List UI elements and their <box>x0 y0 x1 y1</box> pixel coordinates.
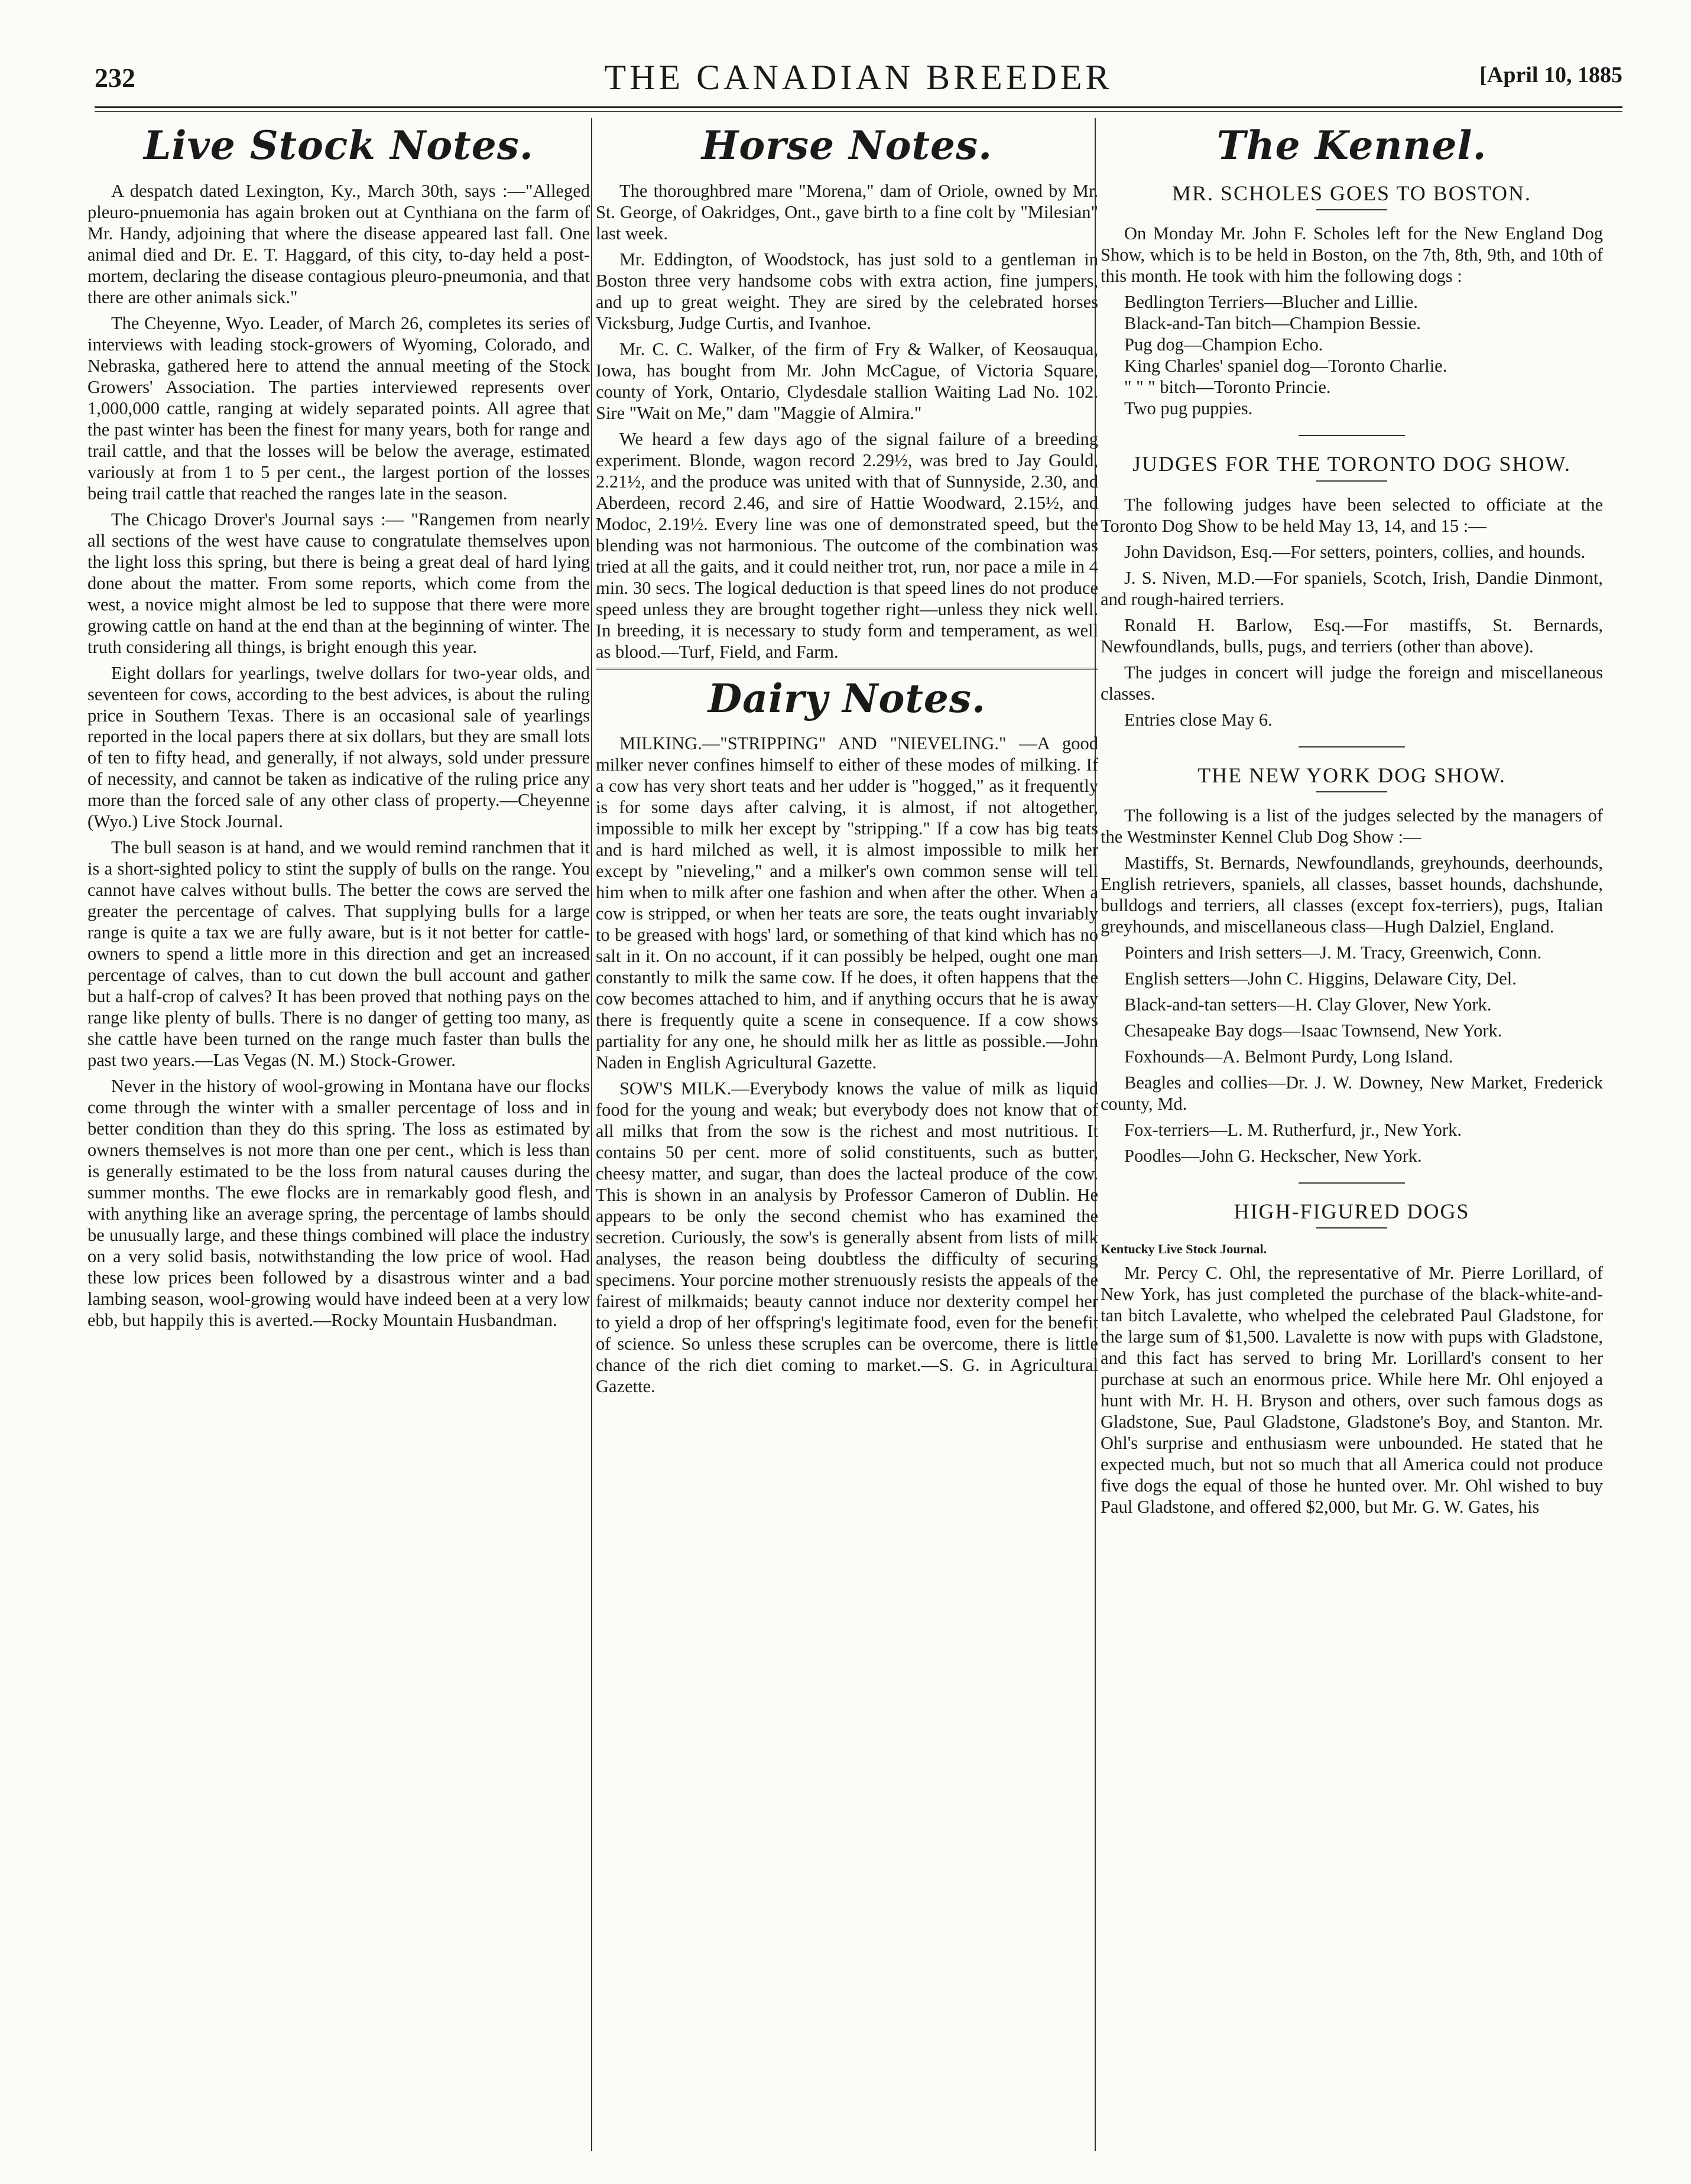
section-title-kennel: The Kennel. <box>1216 122 1487 168</box>
article-paragraph: On Monday Mr. John F. Scholes left for the New England Dog Show, which is to be held in Boston, on the 7th, 8th, 9th, and 10th of this month. He took with him the following dogs : <box>1101 223 1603 287</box>
article-paragraph: The bull season is at hand, and we would remind ranchmen that it is a short-sighted policy to stint the supply of bulls on the range. You cannot have calves without bulls. The better the cows are served the greater the percentage of calves. That supplying bulls for a large range is quite a tax we are fully aware, but is it not better for cattle-owners to spend a little more in this direction and get an increased percentage of calves, than to cut down the bull account and gather but a half-crop of calves? It has been proved that nothing pays on the range like plenty of bulls. There is no danger of getting too many, as she cattle have been turned on the range much faster than bulls the past two years.—Las Vegas (N. M.) Stock-Grower. <box>87 837 590 1071</box>
article-paragraph: The following is a list of the judges selected by the managers of the Westminster Kennel Club Dog Show :— <box>1101 805 1603 847</box>
article-title-toronto: JUDGES FOR THE TORONTO DOG SHOW. <box>1132 452 1572 476</box>
header-rule-thin <box>95 111 1622 112</box>
article-paragraph: Pointers and Irish setters—J. M. Tracy, Greenwich, Conn. <box>1124 942 1542 963</box>
article-paragraph: English setters—John C. Higgins, Delaware City, Del. <box>1124 968 1517 989</box>
article-paragraph: John Davidson, Esq.—For setters, pointers, collies, and hounds. <box>1124 541 1586 562</box>
column-horse-dairy-notes <box>596 118 1098 2151</box>
column-kennel <box>1101 118 1603 2151</box>
article-separator <box>1299 746 1405 748</box>
article-paragraph: The Chicago Drover's Journal says :— "Rangemen from nearly all sections of the west have cause to congratulate themselves upon the light loss this spring, but there is being a great deal of hard lying done about the matter. From some reports, which come from the west, a novice might almost be led to suppose that there were more growing cattle on hand at the end than at the beginning of winter. The truth considering all things, is bright enough this year. <box>87 509 590 657</box>
article-paragraph: A despatch dated Lexington, Ky., March 30th, says :—"Alleged pleuro-pnuemonia has again broken out at Cynthiana on the farm of Mr. Handy, adjoining that where the disease appeared last fall. One animal died and Dr. E. T. Haggard, of this city, to-day held a post-mortem, declaring the disease contagious pleuro-pneumonia, and that there are other animals sick." <box>87 180 590 307</box>
article-paragraph: Foxhounds—A. Belmont Purdy, Long Island. <box>1124 1046 1453 1067</box>
article-paragraph: Eight dollars for yearlings, twelve dollars for two-year olds, and seventeen for cows, according to the best advices, is about the ruling price in Southern Texas. There is an occasional sale of yearlings reported in the local papers there at six dollars, but they are small lots of ten to fifty head, and generally, if not always, sold under pressure of necessity, and cannot be taken as indicative of the ruling price any more than the forced sale of any other class of property.—Cheyenne (Wyo.) Live Stock Journal. <box>87 662 590 832</box>
masthead <box>95 58 1622 109</box>
article-paragraph: Mr. C. C. Walker, of the firm of Fry & Walker, of Keosauqua, Iowa, has bought from Mr. John McCague, of Victoria Square, county of York, Ontario, Clydesdale stallion Waiting Lad No. 102. Sire "Wait on Me," dam "Maggie of Almira." <box>596 339 1098 423</box>
article-paragraph: Mr. Eddington, of Woodstock, has just sold to a gentleman in Boston three very handsome cobs with extra action, fine jumpers, and up to great weight. They are sired by the celebrated horses Vicksburg, Judge Curtis, and Ivanhoe. <box>596 249 1098 333</box>
article-paragraph: Fox-terriers—L. M. Rutherfurd, jr., New York. <box>1124 1119 1462 1140</box>
title-rule <box>1316 791 1387 792</box>
article-paragraph: We heard a few days ago of the signal failure of a breeding experiment. Blonde, wagon record 2.29½, was bred to Jay Gould, 2.21½, and the produce was united with that of Sunnyside, 2.30, and Aberdeen, record 2.46, and sire of Hattie Woodward, 2.15½, and Modoc, 2.19½. Every line was one of demonstrated speed, but the blending was not harmonious. The outcome of the combination was tried at all the gaits, and it could neither trot, run, nor pace a mile in 4 min. 30 secs. The logical deduction is that speed lines do not produce speed unless they are brought together right—unless they nick well. In breeding, it is necessary to study form and temperament, as well as blood.—Turf, Field, and Farm. <box>596 428 1098 662</box>
column-live-stock-notes <box>87 118 590 2151</box>
list-item: Black-and-Tan bitch—Champion Bessie. <box>1124 313 1421 334</box>
section-title-dairy: Dairy Notes. <box>707 675 986 722</box>
article-paragraph: Ronald H. Barlow, Esq.—For mastiffs, St. Bernards, Newfoundlands, bulls, pugs, and terriers (other than above). <box>1101 615 1603 656</box>
list-item: Pug dog—Champion Echo. <box>1124 334 1323 355</box>
article-paragraph: MILKING.—"STRIPPING" AND "NIEVELING." —A good milker never confines himself to either of these modes of milking. If a cow has very short teats and her udder is "hogged," as it frequently is for some days after calving, it is almost, if not altogether, impossible to milk her except by "stripping." If a cow has big teats and is hard milched as well, it is almost impossible to milk her except by "nieveling," and a milker's own common sense will tell him when to milk after one fashion and when after the other. When a cow is stripped, or when her teats are sore, the teats ought invariably to be greased with hogs' lard, or something of that kind which has no salt in it. On no account, if it can possibly be helped, ought one man constantly to milk the same cow. If he does, it often happens that the cow becomes attached to him, and if anything occurs that he is away there is frequently quite a scene in consequence. If a cow shows partiality for any one, he should milk her as little as possible.—John Naden in English Agricultural Gazette. <box>596 733 1098 1073</box>
list-item: Two pug puppies. <box>1124 398 1253 419</box>
publication-title: THE CANADIAN BREEDER <box>604 58 1113 97</box>
article-title-high-figured: HIGH-FIGURED DOGS <box>1234 1199 1470 1223</box>
title-rule <box>1316 480 1387 482</box>
article-paragraph: SOW'S MILK.—Everybody knows the value of milk as liquid food for the young and weak; but everybody does not know that of all milks that from the sow is the richest and most nutritious. It contains 50 per cent. more of solid constituents, such as butter, cheesy matter, and sugar, than does the lacteal produce of the cow. This is shown in an analysis by Professor Cameron of Dublin. He appears to be only the second chemist who has examined the secretion. Curiously, the sow's is generally absent from lists of milk analyses, the reason being doubtless the difficulty of securing specimens. Your porcine mother strenuously resists the appeals of the fairest of milkmaids; beauty cannot induce nor dexterity compel her to yield a drop of her offspring's legitimate food, even for the benefit of science. So unless these scruples can be overcome, there is little chance of the rich diet coming to market.—S. G. in Agricultural Gazette. <box>596 1078 1098 1396</box>
article-separator <box>1299 1182 1405 1184</box>
title-rule <box>1316 209 1387 210</box>
issue-date: [April 10, 1885 <box>1479 63 1622 87</box>
section-title-live-stock: Live Stock Notes. <box>144 122 534 168</box>
article-paragraph: The Cheyenne, Wyo. Leader, of March 26, completes its series of interviews with leading stock-growers of Wyoming, Colorado, and Nebraska, gathered here to attend the annual meeting of the Stock Growers' Association. The parties interviewed represents over 1,000,000 cattle, ranging at widely separated points. All agree that the past winter has been the finest for many years, both for range and trail cattle, and that the losses will be below the average, estimated variously at from 1 to 5 per cent., the largest portion of the losses being trail cattle that reached the ranges late in the season. <box>87 313 590 503</box>
article-paragraph: Mr. Percy C. Ohl, the representative of Mr. Pierre Lorillard, of New York, has just completed the purchase of the black-white-and-tan bitch Lavalette, who whelped the celebrated Paul Gladstone, for the large sum of $1,500. Lavalette is now with pups with Gladstone, and this fact has served to bring Mr. Lorillard's consent to her purchase at such an enormous price. While here Mr. Ohl enjoyed a hunt with Mr. H. H. Bryson and others, over such famous dogs as Gladstone, Sue, Paul Gladstone, Gladstone's Boy, and Stanton. Mr. Ohl's surprise and enthusiasm were unbounded. He stated that he expected much, but not so much that all America could not produce five dogs the equal of those he hunted over. Mr. Ohl wished to buy Paul Gladstone, and offered $2,000, but Mr. G. W. Gates, his <box>1101 1263 1603 1517</box>
article-title-scholes: MR. SCHOLES GOES TO BOSTON. <box>1171 181 1532 205</box>
section-title-horse: Horse Notes. <box>701 122 993 168</box>
article-source: Kentucky Live Stock Journal. <box>1101 1242 1267 1257</box>
article-paragraph: Never in the history of wool-growing in Montana have our flocks come through the winter with a smaller percentage of loss and in better condition than they do this spring. The loss as estimated by owners themselves is not more than one per cent., which is less than is generally estimated to be the loss from natural causes during the summer months. The ewe flocks are in remarkably good flesh, and with anything like an average spring, the percentage of lambs should be unusually large, and these things combined will place the industry on a very solid basis, notwithstanding the low price of wool. Had these low prices been followed by a disastrous winter and a bad lambing season, wool-growing would have indeed been at a very low ebb, but happily this is averted.—Rocky Mountain Husbandman. <box>87 1076 590 1331</box>
list-item: Bedlington Terriers—Blucher and Lillie. <box>1124 292 1419 313</box>
article-title-new-york: THE NEW YORK DOG SHOW. <box>1197 763 1506 787</box>
article-paragraph: The thoroughbred mare "Morena," dam of Oriole, owned by Mr. St. George, of Oakridges, Ont., gave birth to a fine colt by "Milesian" last week. <box>596 180 1098 243</box>
page-number: 232 <box>95 63 135 93</box>
header-rule <box>95 106 1622 108</box>
article-paragraph: Mastiffs, St. Bernards, Newfoundlands, greyhounds, deerhounds, English retrievers, spaniels, all classes, basset hounds, dachshunde, bulldogs and terriers, all classes (except fox-terriers), pugs, Italian greyhounds, and miscellaneous class—Hugh Dalziel, England. <box>1101 852 1603 937</box>
article-paragraph: Entries close May 6. <box>1124 709 1273 730</box>
article-paragraph: Poodles—John G. Heckscher, New York. <box>1124 1145 1422 1166</box>
article-paragraph: J. S. Niven, M.D.—For spaniels, Scotch, Irish, Dandie Dinmont, and rough-haired terriers. <box>1101 567 1603 609</box>
article-paragraph: Black-and-tan setters—H. Clay Glover, New York. <box>1124 994 1492 1015</box>
list-item: King Charles' spaniel dog—Toronto Charlie. <box>1124 356 1447 376</box>
article-paragraph: The following judges have been selected to officiate at the Toronto Dog Show to be held May 13, 14, and 15 :— <box>1101 494 1603 536</box>
title-rule <box>1316 1227 1387 1228</box>
article-paragraph: The judges in concert will judge the foreign and miscellaneous classes. <box>1101 662 1603 704</box>
article-paragraph: Chesapeake Bay dogs—Isaac Townsend, New York. <box>1124 1020 1502 1041</box>
column-divider-1 <box>591 118 592 2151</box>
section-divider <box>596 668 1098 670</box>
article-separator <box>1299 435 1405 436</box>
article-paragraph: Beagles and collies—Dr. J. W. Downey, New Market, Frederick county, Md. <box>1101 1072 1603 1114</box>
list-item: " " " bitch—Toronto Princie. <box>1124 377 1331 398</box>
